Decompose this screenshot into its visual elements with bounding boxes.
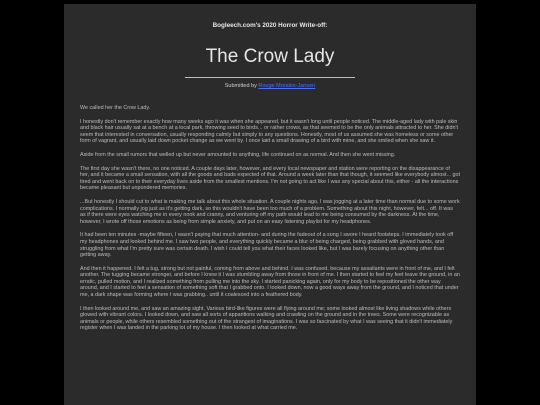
- story-paragraph: Aside from the small rumors that welled up but never amounted to anything, life continued on as normal. And then she went missing.: [80, 151, 396, 158]
- story-paragraph: We called her the Crow Lady.: [80, 105, 151, 111]
- title-divider: [185, 77, 355, 78]
- contest-header: Bogleech.com's 2020 Horror Write-off:: [212, 22, 328, 29]
- byline-prefix: Submitted by: [224, 83, 257, 89]
- byline: [64, 83, 476, 90]
- story-page: [64, 4, 476, 405]
- story-paragraph: I then looked around me, and saw an amazing sight. Various bird-like figures were all flying around me; some looked almost like living shadows while others glowed with vibrant colors. I looked down, and saw all sorts of apparitions walking and crawling on the ground and in the trees. Some were recognizable as animals or people, while others resembled something out of the strangest of imaginations. I was so fascinated by what I was seeing that it didn't immediately register when I was landed in the parking lot of my house. I then looked at what carried me.: [80, 305, 453, 332]
- story-body: [80, 105, 460, 332]
- story-paragraph: It had been ten minutes -maybe fifteen, I wasn't paying that much attention- and during the fadeout of a song I swore I heard footsteps. I immediately took off my headphones and looked behind me. I saw two people, and everything quickly became a blur of being charged, being grabbed with gloved hands, and struggling from what I'm pretty sure was certain death. I wish I could tell you what their faces looked like, but I was barely focusing on anything other than getting away.: [80, 232, 454, 259]
- story-paragraph: I honestly don't remember exactly how many weeks ago it was when she appeared, but it wasn't long until people noticed. The middle-aged lady with pale skin and black hair usually sat at a bench at a local park, throwing seed to birds... or rather crows, as that seemed to be the only animals attracted to her. She didn't seem that interested in conversation, usually responding calmly but simply to any questions. Honestly, most of us assumed she was homeless or some other form of vagrant, and usually laid down pocket change as we went by. I once laid a small drawing of a bird with mine, and she smiled when she saw it.: [80, 118, 458, 145]
- story-paragraph: ...But honestly I should cut to what is making me talk about this whole situation. A couple nights ago, I was jogging at a later time than normal due to some work complications. I normally jog just as it's getting dark, so this wouldn't have been too much of a problem. Something about this night, however, felt... off. It was as if there were eyes watching me in every nook and cranny, and venturing off my path would lead to me being consumed by the darkness. At the time, however, I wrote off those emotions as being from simple anxiety, and put on an easy listening playlist for my headphones.: [80, 198, 460, 225]
- author-link[interactable]: Rouge Morales-Jansen: [258, 83, 316, 89]
- page-title: The Crow Lady: [205, 46, 335, 67]
- story-paragraph: And then it happened. I felt a tug, strong but not painful, coming from above and behind. I was confused, because my assailants were in front of me, and I felt another. The tugging became stronger, and before I knew it I was stumbling away from those in front of me. I then started to feel my feet leave the ground, in an erratic, pulled motion, and I realized something from pulling me into the sky. I started panicking again, only for my body to be repositioned the other way around, and I started to feel a sensation of something soft that I grabbed onto. I looked down, now a good ways away from the ground, and I noticed that under me, a dark shape was forming where I was grabbing.. until it coalesced into a feathered body.: [80, 265, 460, 299]
- story-paragraph: The first day she wasn't there, no one noticed. A couple days later, however, and every local newspaper and station were reporting on the disappearance of her, and it became a small sensation, with all the goods and bads expected of that. Around a week later than that though, it seemed like everybody almost... got tired and went back on to their everyday lives aside from the smallest mentions. I'm not going to act like I was any special about this, either - all the interactions became pleasant but unpondered memories.: [80, 165, 460, 192]
